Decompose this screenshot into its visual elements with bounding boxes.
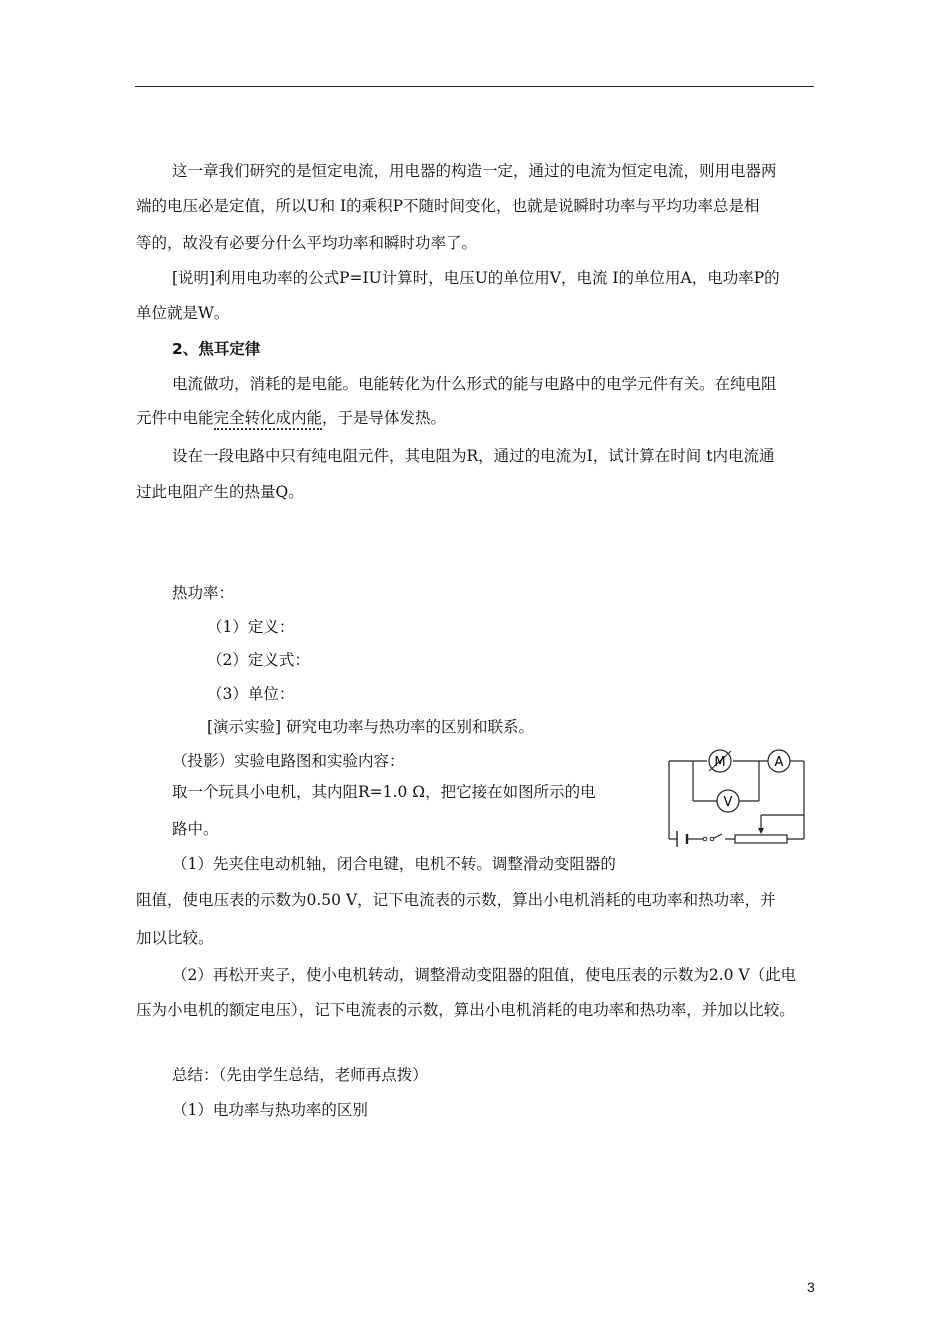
exp-line1: 取一个玩具小电机，其内阻R=1.0 Ω，把它接在如图所示的电 [172,783,596,801]
summary-item-1: （1）电功率与热功率的区别 [172,1101,368,1119]
p3-emphasis: 完全转化成内能 [214,409,323,430]
p4-line1: 设在一段电路中只有纯电阻元件，其电阻为R，通过的电流为I，试计算在时间 t内电流通 [172,447,775,465]
p1-line3: 等的，故没有必要分什么平均功率和瞬时功率了。 [136,234,478,252]
heat-item-3: （3）单位： [207,685,295,703]
page-number: 3 [807,1279,815,1295]
step1-line2: 阻值，使电压表的示数为0.50 V，记下电流表的示数，算出小电机消耗的电功率和热功率，并 [136,891,776,909]
ammeter-label: A [774,755,784,770]
header-rule [135,86,814,87]
motor-symbol [709,750,731,772]
summary-title: 总结：（先由学生总结，老师再点拨） [172,1066,428,1084]
step2-line2: 压为小电机的额定电压），记下电流表的示数，算出小电机消耗的电功率和热功率，并加以比较。 [136,1001,795,1019]
p2-line1: [说明]利用电功率的公式P=IU计算时，电压U的单位用V，电流 I的单位用A，电功率P的 [172,269,780,287]
p1-line2: 端的电压必是定值，所以U和 I的乘积P不随时间变化，也就是说瞬时功率与平均功率总是相 [136,197,760,215]
p2-line2: 单位就是W。 [136,304,230,322]
p4-line2: 过此电阻产生的热量Q。 [136,483,304,501]
projection-line: （投影）实验电路图和实验内容： [172,752,405,770]
demo-line: [演示实验] 研究电功率与热功率的区别和联系。 [207,718,535,736]
motor-label: M [714,755,726,770]
p3-line2 [136,408,446,428]
step1-line3: 加以比较。 [136,929,214,947]
heat-title: 热功率： [172,584,235,602]
p1-line1: 这一章我们研究的是恒定电流，用电器的构造一定，通过的电流为恒定电流，则用电器两 [172,162,777,180]
ammeter-symbol [768,750,790,772]
p3-text-a: 元件中电能 [136,409,214,427]
heat-item-1: （1）定义： [207,618,295,636]
voltmeter-label: V [723,795,733,810]
voltmeter-symbol [717,790,739,812]
step1-line1: （1）先夹住电动机轴，闭合电键，电机不转。调整滑动变阻器的 [172,855,616,873]
step2-line1: （2）再松开夹子，使小电机转动，调整滑动变阻器的阻值，使电压表的示数为2.0 V（此电 [172,966,797,984]
section-heading: 2、焦耳定律 [172,340,261,358]
heat-item-2: （2）定义式： [207,651,310,669]
exp-line2: 路中。 [172,820,219,838]
p3-line1: 电流做功，消耗的是电能。电能转化为什么形式的能与电路中的电学元件有关。在纯电阻 [172,375,777,393]
p3-text-c: ，于是导体发热。 [322,409,447,427]
circuit-diagram [665,743,810,848]
